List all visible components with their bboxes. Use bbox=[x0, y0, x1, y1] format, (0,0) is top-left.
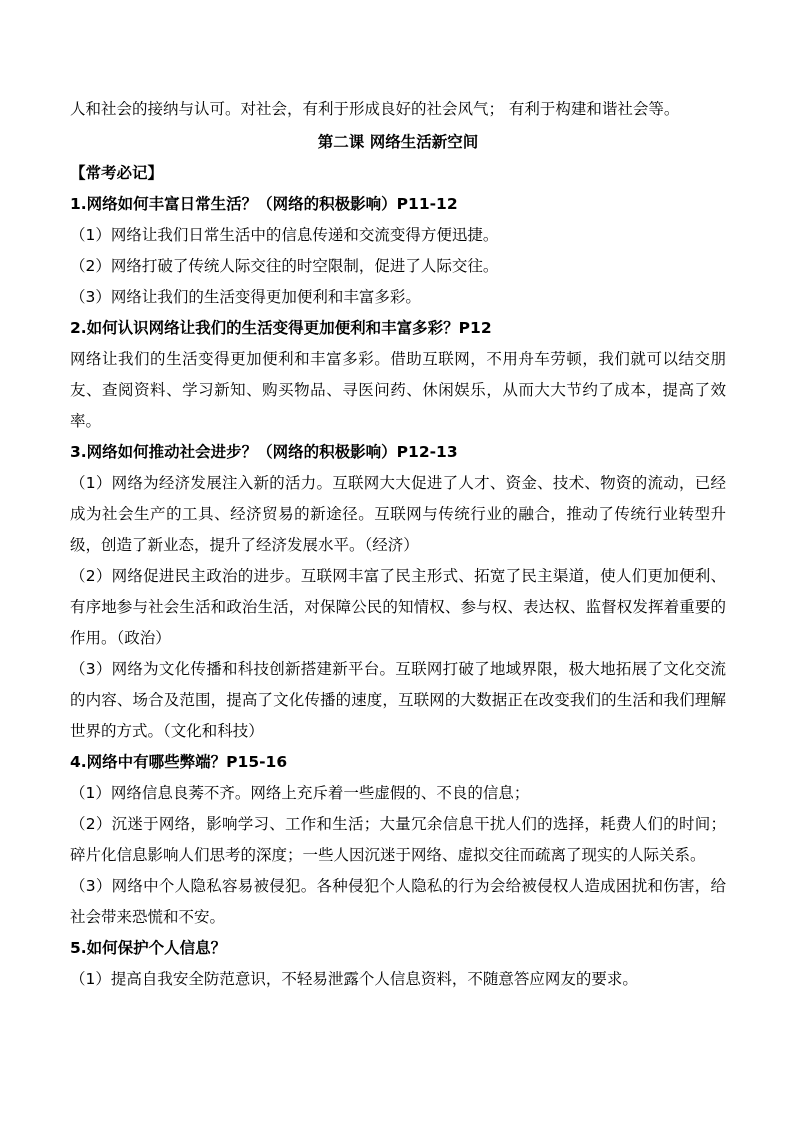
answer-paragraph: （2）沉迷于网络，影响学习、工作和生活；大量冗余信息干扰人们的选择，耗费人们的时间；碎片化信息影响人们思考的深度；一些人因沉迷于网络、虚拟交往而疏离了现实的人际关系。 bbox=[70, 815, 726, 864]
answer-line: （1）网络信息良莠不齐。网络上充斥着一些虚假的、不良的信息； bbox=[70, 784, 530, 802]
answer-paragraph: （3）网络中个人隐私容易被侵犯。各种侵犯个人隐私的行为会给被侵权人造成困扰和伤害，给社会带来恐慌和不安。 bbox=[70, 877, 726, 926]
answer-paragraph: （3）网络为文化传播和科技创新搭建新平台。互联网打破了地域界限，极大地拓展了文化交流的内容、场合及范围，提高了文化传播的速度，互联网的大数据正在改变我们的生活和我们理解世界的方式。（文化和科技） bbox=[70, 660, 726, 740]
document-page bbox=[70, 94, 726, 995]
answer-line: （1）提高自我安全防范意识，不轻易泄露个人信息资料，不随意答应网友的要求。 bbox=[70, 970, 638, 988]
lesson-title: 第二课 网络生活新空间 bbox=[317, 133, 479, 151]
answer-paragraph: （2）网络促进民主政治的进步。互联网丰富了民主形式、拓宽了民主渠道，使人们更加便利、有序地参与社会生活和政治生活，对保障公民的知情权、参与权、表达权、监督权发挥着重要的作用。（政治） bbox=[70, 567, 726, 647]
answer-line: （1）网络让我们日常生活中的信息传递和交流变得方便迅捷。 bbox=[70, 226, 499, 244]
answer-line: （3）网络让我们的生活变得更加便利和丰富多彩。 bbox=[70, 288, 421, 306]
answer-paragraph: 网络让我们的生活变得更加便利和丰富多彩。借助互联网，不用舟车劳顿，我们就可以结交朋友、查阅资料、学习新知、购买物品、寻医问药、休闲娱乐，从而大大节约了成本，提高了效率。 bbox=[70, 350, 726, 430]
section-label: 【常考必记】 bbox=[70, 164, 164, 182]
question-heading-5: 5.如何保护个人信息？ bbox=[70, 939, 227, 957]
question-heading-3: 3.网络如何推动社会进步？（网络的积极影响）P12-13 bbox=[70, 443, 458, 461]
answer-paragraph: （1）网络为经济发展注入新的活力。互联网大大促进了人才、资金、技术、物资的流动，已经成为社会生产的工具、经济贸易的新途径。互联网与传统行业的融合，推动了传统行业转型升级，创造了新业态，提升了经济发展水平。（经济） bbox=[70, 474, 726, 554]
question-heading-4: 4.网络中有哪些弊端？P15-16 bbox=[70, 753, 288, 771]
answer-line: （2）网络打破了传统人际交往的时空限制，促进了人际交往。 bbox=[70, 257, 499, 275]
question-heading-1: 1.网络如何丰富日常生活？（网络的积极影响）P11-12 bbox=[70, 195, 458, 213]
continuation-line: 人和社会的接纳与认可。对社会，有利于形成良好的社会风气； 有利于构建和谐社会等。 bbox=[70, 100, 680, 118]
question-heading-2: 2.如何认识网络让我们的生活变得更加便利和丰富多彩？P12 bbox=[70, 319, 492, 337]
